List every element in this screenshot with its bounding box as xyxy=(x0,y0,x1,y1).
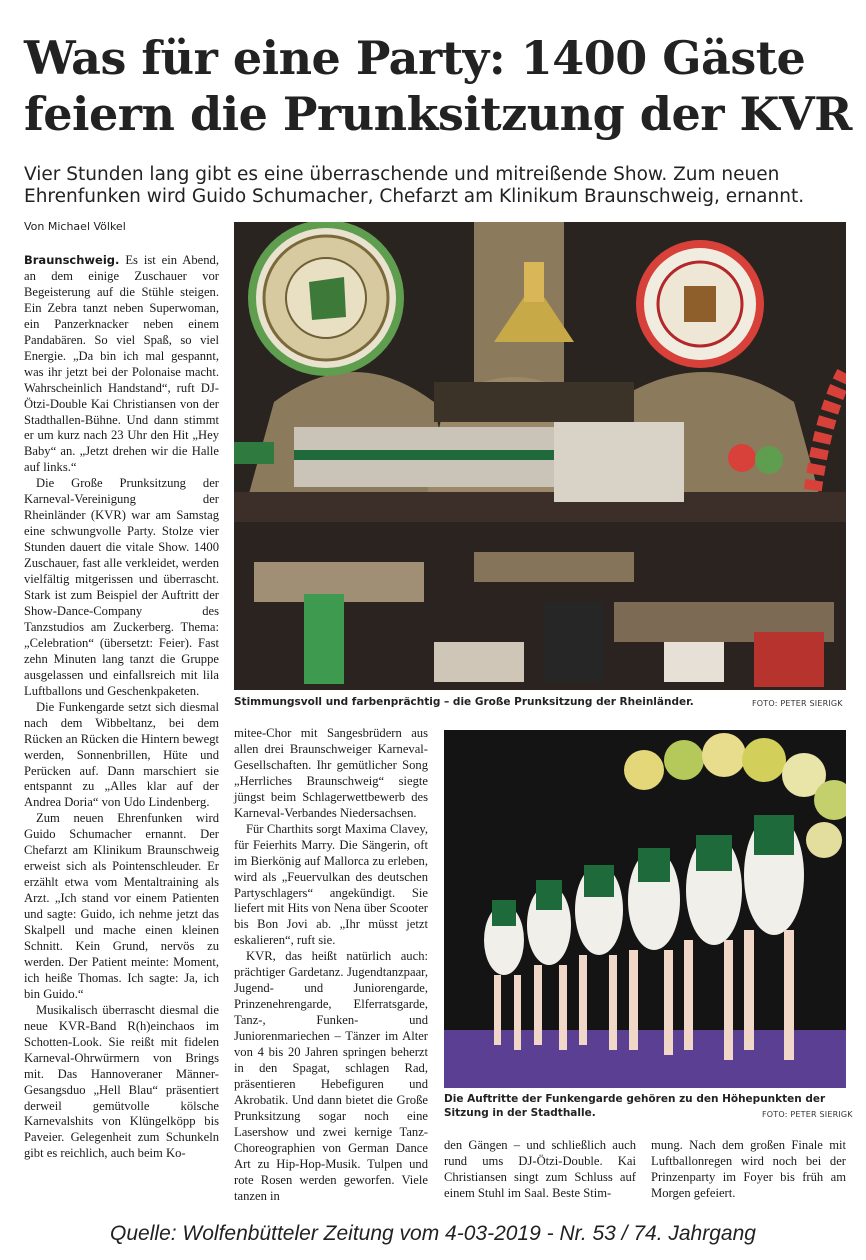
photo-credit: FOTO: PETER SIERIGK xyxy=(762,1110,853,1119)
paragraph: Die Funkengarde setzt sich diesmal nach dem Wibbeltanz, bei dem Rücken an Rücken die Hintern bewegt werden, Sonnenbrillen, Hüte und Perücken auf. Dann marschiert sie entspannt zu „Alles klar auf der Andrea Doria“ von Udo Lindenberg. xyxy=(24,699,219,810)
funkengarde-dancers-photo xyxy=(444,730,846,1088)
photo-caption: Die Auftritte der Funkengarde gehören zu den Höhepunkten der Sitzung in der Stadthalle. xyxy=(444,1093,826,1119)
paragraph: Für Charthits sorgt Maxima Clavey, für Feierhits Marry. Die Sängerin, oft im Bierkönig auf Mallorca zu erleben, wird als „Feuervulkan des deutschen Partyschlagers“ angekündigt. Sie liefert mit Hits von Nena über Scooter bis Bon Jovi ab. „Ihr müsst jetzt eskalieren“, ruft sie. xyxy=(234,821,428,948)
headline-line-1: Was für eine Party: 1400 Gäste xyxy=(24,31,806,85)
article-column-4 xyxy=(651,1138,846,1202)
article-column-1 xyxy=(24,253,219,1162)
subheadline-line-1: Vier Stunden lang gibt es eine überraschende und mitreißende Show. Zum neuen xyxy=(24,164,780,185)
article-column-2 xyxy=(234,726,428,1205)
dateline: Braunschweig. xyxy=(24,253,120,267)
paragraph xyxy=(24,253,219,476)
gala-stage-illustration xyxy=(234,222,846,690)
photo-caption: Stimmungsvoll und farbenprächtig – die Große Prunksitzung der Rheinländer. xyxy=(234,696,694,708)
article-column-3 xyxy=(444,1138,636,1202)
paragraph: Zum neuen Ehrenfunken wird Guido Schumacher ernannt. Der Chefarzt am Klinikum Braunschweig erweist sich als Pointenschleuder. Er erzählt etwa vom Mentaltraining als Arzt. „Ich stand vor einem Patienten und sagte: Guido, ich nehme jetzt das Skalpell und mache einen kleinen Schnitt. Kein Grund, nervös zu werden. Der Patient meinte: Moment, ich heiße Thomas. Ich sagte: Ja, ich bin Guido.“ xyxy=(24,811,219,1001)
paragraph: mung. Nach dem großen Finale mit Luftballonregen wird noch bei der Prinzenparty im Foyer bis früh am Morgen gefeiert. xyxy=(651,1138,846,1200)
subheadline-line-2: Ehrenfunken wird Guido Schumacher, Chefarzt am Klinikum Braunschweig, ernannt. xyxy=(24,186,805,207)
byline: Von Michael Völkel xyxy=(24,220,126,233)
paragraph-text: Es ist ein Abend, an dem einige Zuschauer vor Begeisterung auf die Stühle steigen. Ein Zebra tanzt neben Superwoman, ein Panzerknacker neben einem Pandabären. So viel Spaß, so viel Energie. „Da bin ich mal gespannt, was ihr jetzt bei der Polonaise macht. Wahrscheinlich Handstand“, ruft DJ-Ötzi-Double Kai Christiansen von der Stadthallen-Bühne. Und dann stimmt er um kurz nach 23 Uhr den Hit „Hey Baby“ an. „Jetzt drehen wir die Halle auf links.“ xyxy=(24,253,219,475)
subheadline xyxy=(24,164,854,208)
paragraph: den Gängen – und schließlich auch rund ums DJ-Ötzi-Double. Kai Christiansen singt zum Schluss auf einem Stuhl im Saal. Beste Stim- xyxy=(444,1138,636,1200)
photo-credit: FOTO: PETER SIERIGK xyxy=(752,699,843,708)
source-citation: Quelle: Wolfenbütteler Zeitung vom 4-03-2019 - Nr. 53 / 74. Jahrgang xyxy=(110,1222,756,1245)
paragraph: Die Große Prunksitzung der Karneval-Vereinigung der Rheinländer (KVR) war am Samstag eine schwungvolle Party. Stolze vier Stunden dauert die vitale Show. 1400 Zuschauer, fast alle verkleidet, werden vielfältig mitgerissen und überrascht. Stark ist zum Beispiel der Auftritt der Show-Dance-Company des Tanzstudios am Zuckerberg. Thema: „Celebration“ (übersetzt: Feier). Fast zehn Minuten lang tanzt die Gruppe ausgelassen und einfallsreich mit lila Luftballons und Geschenkpaketen. xyxy=(24,476,219,698)
dancers-illustration xyxy=(444,730,846,1088)
paragraph: mitee-Chor mit Sangesbrüdern aus allen drei Braunschweiger Karneval-Gesellschaften. Ihr gemütlicher Song „Herrliches Braunschweig“ siegte jüngst beim Schlagerwettbewerb des Karneval-Verbandes Niedersachsen. xyxy=(234,726,428,820)
headline-line-2: feiern die Prunksitzung der KVR xyxy=(24,87,852,141)
gala-stage-photo xyxy=(234,222,846,690)
paragraph: KVR, das heißt natürlich auch: prächtiger Gardetanz. Jugendtanzpaar, Jugend- und Juniorengarde, Prinzenehrengarde, Elferratsgarde, Tanz-, Funken- und Juniorenmariechen – Tänzer im Alter von 4 bis 20 Jahren springen beherzt in den Spagat, schlagen Rad, präsentieren Hebefiguren und Akrobatik. Und dann bietet die Große Prunksitzung sogar noch eine Lasershow und zwei kernige Tanz-Choreographien von German Dance Art zu Hip-Hop-Musik. Tulpen und rote Rosen werden geworfen. Viele tanzen in xyxy=(234,949,428,1203)
paragraph: Musikalisch überrascht diesmal die neue KVR-Band R(h)einchaos im Schotten-Look. Sie reißt mit fidelen Karneval-Ohrwürmern von Brings mit. Das Hannoveraner Männer-Gesangsduo „Hell Blau“ präsentiert derweil gemütvolle kölsche Karnevalshits von Klüngelköpp bis Paveier. Gelegenheit zum Schunkeln gibt es reichlich, auch beim Ko- xyxy=(24,1002,219,1161)
headline xyxy=(24,30,854,142)
